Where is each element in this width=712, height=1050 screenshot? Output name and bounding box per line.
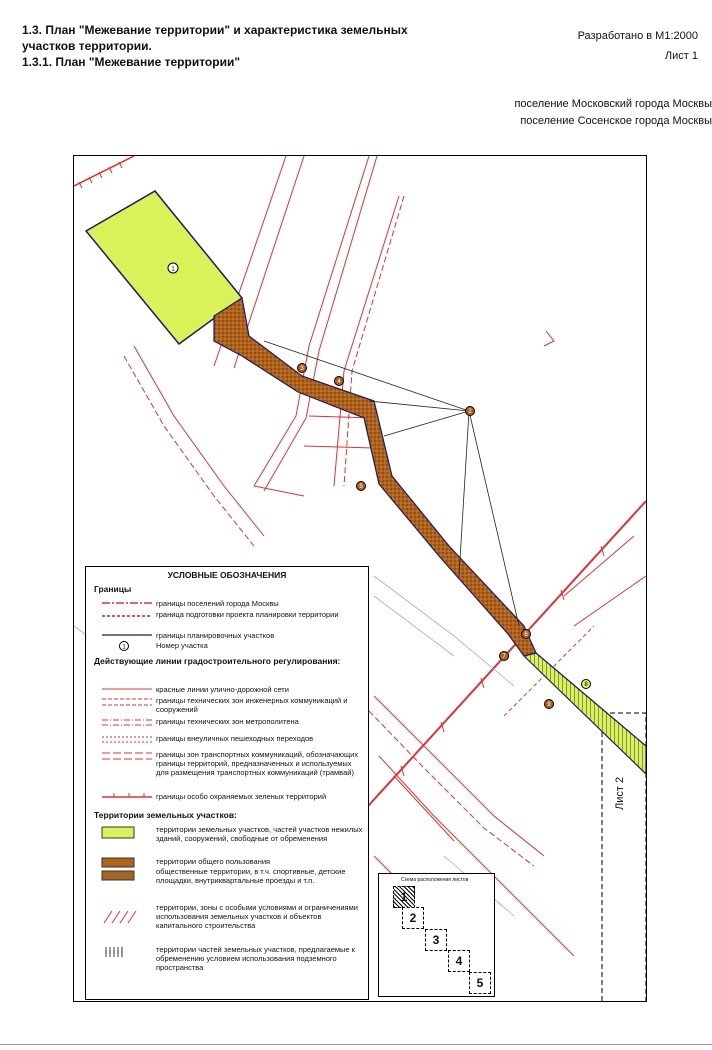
plot-marker-6 — [522, 630, 531, 639]
plot-marker-6-label: 6 — [524, 632, 528, 638]
legend-text: границы зон транспортных коммуникаций, обозначающих границы территорий, предназначенных и используемых для размещения транспортных коммуникаций (трамвай) — [156, 750, 359, 777]
plot-marker-7-label: 7 — [502, 654, 506, 660]
scheme-sheet-4: 4 — [448, 950, 470, 972]
scheme-sheet-3: 3 — [425, 929, 447, 951]
plot-marker-9 — [545, 700, 554, 709]
plot-marker-4 — [335, 377, 344, 386]
plot-marker-2 — [466, 407, 475, 416]
title-line-1: 1.3. План "Межевание территории" и характеристика земельных — [22, 23, 408, 37]
legend-text: Номер участка — [156, 641, 208, 650]
settlement-names — [514, 96, 712, 130]
sheet-label: Лист 1 — [664, 50, 698, 62]
plot-marker-8 — [582, 680, 591, 689]
legend-text: территории земельных участков, частей участков нежилых зданий, сооружений, свободные от обременения — [156, 825, 363, 843]
plot-marker-1-label: 1 — [171, 266, 175, 273]
free-plots-symbol — [94, 825, 154, 839]
legend-text: границы внеуличных пешеходных переходов — [156, 734, 314, 743]
legend-section-borders: Границы — [94, 584, 132, 594]
scale-label: Разработано в М1:2000 — [577, 30, 698, 42]
transport-zones-symbol — [94, 750, 154, 764]
underground-symbol — [94, 945, 154, 959]
plot-marker-3 — [298, 364, 307, 373]
place-moskovsky: поселение Московский города Москвы — [514, 98, 712, 110]
plot-marker-9-label: 9 — [547, 702, 551, 708]
metro-zones-symbol — [94, 717, 154, 731]
title-line-2: участков территории. — [22, 39, 152, 53]
legend-text: границы особо охраняемых зеленых территорий — [156, 792, 327, 801]
legend-text: красные линии улично-дорожной сети — [156, 685, 289, 694]
title-line-3: 1.3.1. План "Межевание территории" — [22, 55, 241, 69]
red-lines-streets — [124, 156, 554, 546]
plot-marker-5 — [357, 482, 366, 491]
legend-text: территории частей земельных участков, предлагаемые к обременению условием использования подземного пространства — [156, 945, 355, 972]
legend-text: границы поселений города Москвы — [156, 599, 279, 608]
sheet2-label: Лист 2 — [614, 776, 626, 810]
scheme-sheet-5: 5 — [469, 972, 491, 994]
legend-text: границы технических зон инженерных коммуникаций и сооружений — [156, 696, 348, 714]
legend-text: территории, зоны с особыми условиями и ограничениями использования земельных участков и объектов капитального строительства — [156, 903, 358, 930]
sheet-layout-scheme — [378, 873, 495, 997]
plot-number-symbol — [94, 641, 154, 655]
pedestrian-symbol — [94, 734, 154, 748]
green-territory-boundary-2 — [359, 501, 646, 821]
legend-title: УСЛОВНЫЕ ОБОЗНАЧЕНИЯ — [167, 570, 287, 580]
scheme-sheet-2: 2 — [402, 907, 424, 929]
plot-marker-3-label: 3 — [300, 366, 304, 372]
plot-marker-7 — [500, 652, 509, 661]
svg-text:1: 1 — [122, 644, 126, 651]
place-sosenskoe: поселение Сосенское города Москвы — [520, 115, 712, 127]
plot-marker-5-label: 5 — [359, 484, 363, 490]
legend-text: территории общего пользования — [156, 857, 271, 866]
plot-marker-1 — [168, 263, 178, 273]
page-title — [22, 22, 482, 70]
project-border-symbol — [94, 610, 154, 624]
scheme-sheet-1: 1 — [393, 886, 415, 908]
engineering-zones-symbol — [94, 696, 154, 710]
plot-marker-2-label: 2 — [468, 409, 472, 415]
plot-marker-8-label: 8 — [584, 682, 588, 688]
green-territory-boundary — [74, 156, 134, 188]
legend — [85, 566, 369, 1000]
legend-text: общественные территории, в т.ч. спортивные, детские площадки, внутриквартальные проезды и т.п. — [156, 867, 346, 885]
bottom-divider — [0, 1044, 712, 1045]
public-use-symbol — [94, 857, 154, 881]
legend-section-lines: Действующие линии градостроительного регулирования: — [94, 656, 341, 666]
legend-text: границы технических зон метрополитена — [156, 717, 299, 726]
plot-marker-4-label: 4 — [337, 379, 341, 385]
legend-section-territories: Территории земельных участков: — [94, 810, 237, 820]
restricted-symbol — [94, 903, 154, 927]
header-meta — [578, 26, 698, 66]
legend-text: граница подготовки проекта планировки территории — [156, 610, 339, 619]
legend-text: границы планировочных участков — [156, 631, 275, 640]
scheme-title: Схема расположения листов — [401, 877, 469, 883]
green-territory-symbol — [94, 792, 154, 806]
